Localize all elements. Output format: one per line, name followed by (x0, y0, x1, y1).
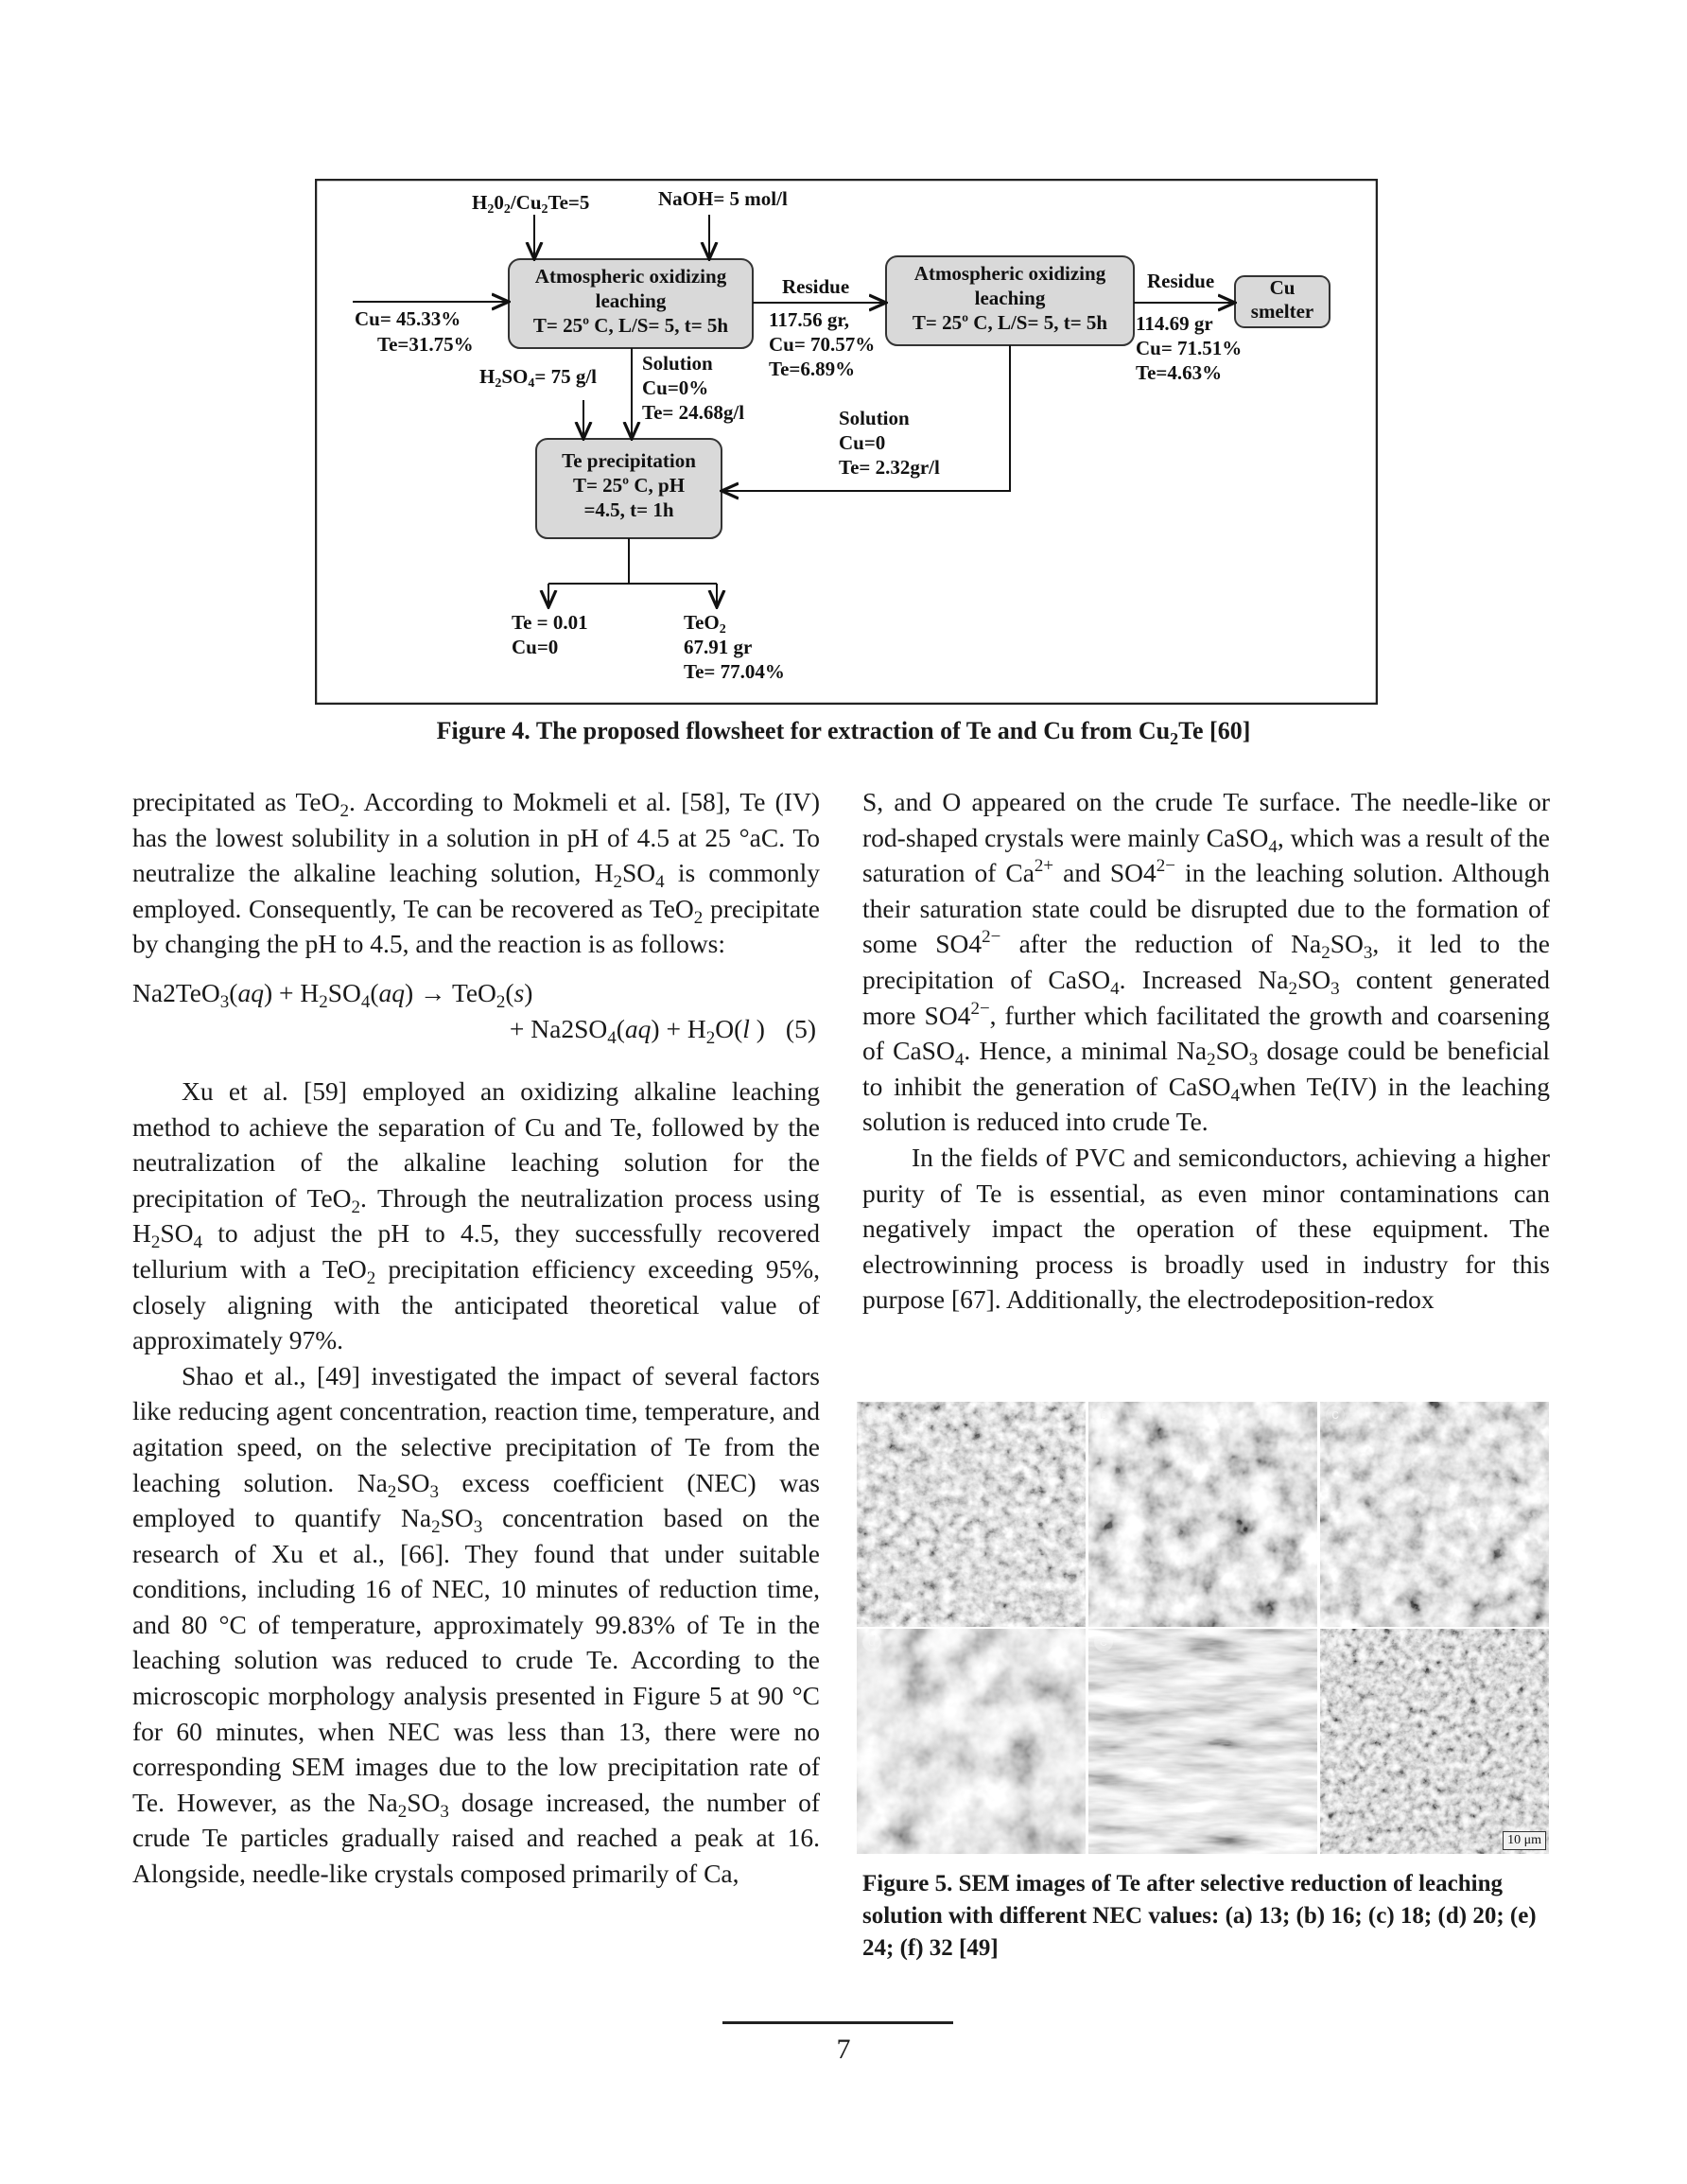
sem-figure (857, 1402, 1550, 1854)
panel-label: b (1094, 1406, 1113, 1424)
acid-label: $H_2SO_4= 75$ g/l (479, 365, 597, 391)
panel-label: f (1326, 1633, 1345, 1651)
residue2-label: Residue (1147, 270, 1215, 292)
sem-panel-d (857, 1629, 1086, 1854)
paragraph: In the fields of PVC and semiconductors, achieving a higher purity of Te is essential, as even minor contaminations can negatively impact the operation of these equipment. The electrowinning process is broadly used in industry for this purpose [67]. Additionally, the electrodeposition-redox (862, 1142, 1550, 1315)
flowsheet-figure (315, 179, 1378, 705)
sem-panel-f (1320, 1629, 1549, 1854)
residue1-label: Residue (782, 275, 850, 298)
product-data: TeO$_2$ 67.91 gr Te= 77.04% (684, 611, 785, 683)
figure4-caption: Figure 4. The proposed flowsheet for extraction of Te and Cu from $Cu_2Te$ [60] (436, 717, 1251, 748)
leach1-text: Atmospheric oxidizing leaching T= 25º C, L/S= 5, t= 5h (532, 265, 729, 337)
sem-panel-e (1088, 1629, 1317, 1854)
equation-number: (5) (785, 1013, 816, 1043)
leach2-text: Atmospheric oxidizing leaching T= 25º C, L/S= 5, t= 5h (912, 262, 1108, 334)
sem-panel-b (1088, 1402, 1317, 1627)
paragraph: S, and O appeared on the crude Te surface. The needle-like or rod-shaped crystals were mainly CaSO$_4$, which was a result of the saturation of $Ca^{2+}$ and $SO4^{2-}$ in the leaching solution. Although their saturation state could be disrupted due to the formation of some $SO4^{2-}$ after the reduction of $Na_2SO_3$, it led to the precipitation of CaSO$_4$. Increased $Na_2SO_3$ content generated more $SO4^{2-}$, further which facilitated the growth and coarsening of CaSO$_4$. Hence, a minimal $Na_2SO_3$ dosage could be beneficial to inhibit the generation of CaSO$_4$when Te(IV) in the leaching solution is reduced into crude Te. (862, 787, 1550, 1137)
residue1-data: 117.56 gr, Cu= 70.57% Te=6.89% (769, 308, 876, 380)
feed-te: Te=31.75% (377, 333, 474, 356)
paragraph: precipitated as TeO$_2$. According to Mokmeli et al. [58], Te (IV) has the lowest solubility in a solution in pH of 4.5 at 25 °aC. To neutralize the alkaline leaching solution, $H_2SO_4$ is commonly employed. Consequently, Te can be recovered as TeO$_2$ precipitate by changing the pH to 4.5, and the reaction is as follows: (132, 787, 820, 959)
panel-label: e (1094, 1633, 1113, 1651)
paragraph: Xu et al. [59] employed an oxidizing alkaline leaching method to achieve the separation of Cu and Te, followed by the neutralization of the alkaline leaching solution for the precipitation of TeO$_2$. Through the neutralization process using $H_2SO_4$ to adjust the pH to 4.5, they successfully recovered tellurium with a TeO$_2$ precipitation efficiency exceeding 95%, closely aligning with the anticipated theoretical value of approximately 97%. (132, 1075, 820, 1355)
h2o2-label: $H_20_2/Cu_2Te=5$ (472, 191, 590, 217)
equation-5: $Na2TeO_3(aq) + H_2SO_4(aq) \to TeO_2(s)$ + $Na2SO_4(aq) + H_2O(l$ ) (5) (132, 977, 816, 1048)
filtrate-data: Te = 0.01 Cu=0 (512, 611, 588, 658)
sem-panel-c (1320, 1402, 1549, 1627)
precip-text: Te precipitation T= 25º C, pH =4.5, t= 1h (562, 449, 696, 521)
figure5-caption: Figure 5. SEM images of Te after selective reduction of leaching solution with different NEC values: (a) 13; (b) 16; (c) 18; (d) 20; (e) 24; (f) 32 [49] (862, 1871, 1537, 1961)
feed-cu: Cu= 45.33% (355, 307, 461, 330)
smelter-text: Cu smelter (1250, 276, 1314, 323)
residue2-data: 114.69 gr Cu= 71.51% Te=4.63% (1136, 312, 1243, 384)
naoh-label: NaOH= 5 mol/l (658, 187, 788, 210)
solution2-data: Solution Cu=0 Te= 2.32gr/l (839, 407, 940, 479)
page-number: 7 (836, 2034, 851, 2065)
right-column (862, 784, 1550, 1318)
sem-panel-a (857, 1402, 1086, 1627)
scale-bar: 10 μm (1503, 1831, 1546, 1850)
panel-label: c (1326, 1406, 1345, 1424)
paragraph: Shao et al., [49] investigated the impact of several factors like reducing agent concentration, reaction time, temperature, and agitation speed, on the selective precipitation of Te from the leaching solution. $Na_2SO_3$ excess coefficient (NEC) was employed to quantify $Na_2SO_3$ concentration based on the research of Xu et al., [66]. They found that under suitable conditions, including 16 of NEC, 10 minutes of reduction time, and 80 °C of temperature, approximately 99.83% of Te in the leaching solution was reduced to crude Te. According to the microscopic morphology analysis presented in Figure 5 at 90 °C for 60 minutes, when NEC was less than 13, there were no corresponding SEM images due to the low precipitation rate of Te. However, as the $Na_2SO_3$ dosage increased, the number of crude Te particles gradually raised and reached a peak at 16. Alongside, needle-like crystals composed primarily of Ca, (132, 1360, 821, 1889)
footer-rule (722, 2021, 953, 2024)
panel-label: d (862, 1633, 881, 1651)
left-column (132, 784, 820, 1892)
panel-label: a (862, 1406, 881, 1424)
solution1-data: Solution Cu=0% Te= 24.68g/l (642, 352, 745, 424)
